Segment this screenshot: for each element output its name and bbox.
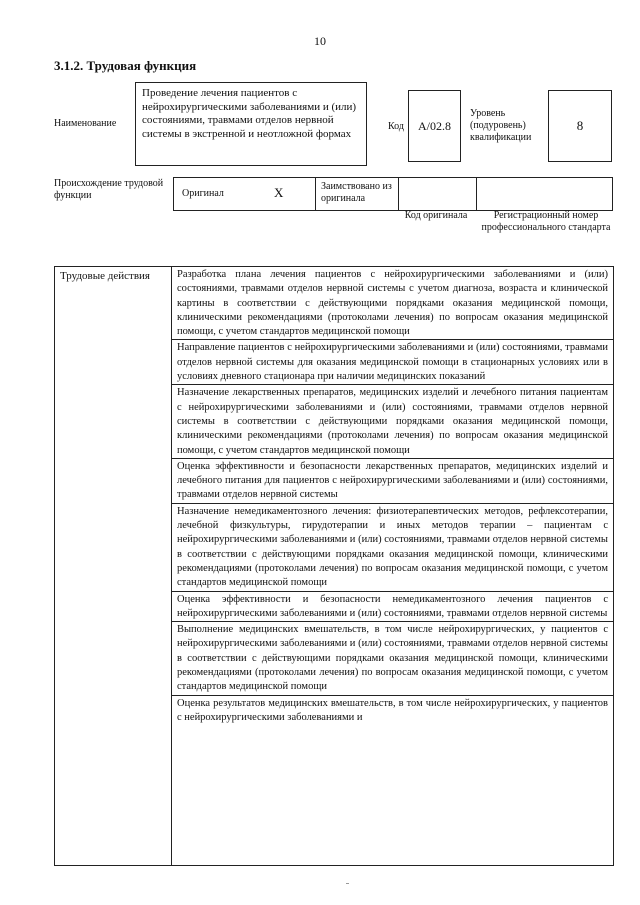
level-value: 8 [548,90,612,162]
table-row: Назначение лекарственных препаратов, медицинских изделий и лечебного питания пациентам с нейрохирургическими заболеваниями и (или) состояниями, травмами отделов нервной системы в соответствии с действующими порядками оказания медицинской помощи, клиническими рекомендациями (протоколами лечения) по вопросам оказания медицинской помощи, с учетом стандартов медицинской помощи [172,385,613,458]
table-row: Оценка эффективности и безопасности немедикаментозного лечения пациентов с нейрохирургическими заболеваниями и (или) состояниями, травмами отделов нервной системы [172,592,613,623]
labor-actions-table [54,266,614,866]
section-title: 3.1.2. Трудовая функция [54,58,197,73]
original-code-caption: Код оригинала [404,210,468,221]
code-label: Код [388,121,404,132]
origin-strip [173,177,613,211]
footer-mark [346,883,349,884]
code-value: А/02.8 [408,90,461,162]
origin-label: Происхождение трудовой функции [54,178,164,201]
labor-actions-list [172,267,613,725]
divider [315,178,316,210]
divider [398,178,399,210]
original-mark: X [274,185,284,200]
table-row: Направление пациентов с нейрохирургическими заболеваниями и (или) состояниями, травмами отделов нервной системы для оказания медицинской помощи в стационарных условиях или в условиях дневного стационара при наличии медицинских показаний [172,340,613,385]
labor-actions-label: Трудовые действия [55,267,172,865]
table-row: Выполнение медицинских вмешательств, в том числе нейрохирургических, у пациентов с нейрохирургическими заболеваниями и (или) состояниями, травмами отделов нервной системы в соответствии с действующими порядками оказания медицинской помощи, клиническими рекомендациями (протоколами лечения) по вопросам оказания медицинской помощи, с учетом стандартов медицинской помощи [172,622,613,695]
divider [476,178,477,210]
table-row: Оценка результатов медицинских вмешательств, в том числе нейрохирургических, у пациентов с нейрохирургическими заболеваниями и [177,697,608,723]
page-number: 10 [314,34,326,48]
table-row: Оценка эффективности и безопасности лекарственных препаратов, медицинских изделий и лечебного питания для пациентов с нейрохирургическими заболеваниями и (или) состояниями, травмами отделов нервной системы [172,459,613,504]
original-label: Оригинал [182,188,224,199]
reg-number-caption: Регистрационный номер профессионального стандарта [481,210,611,233]
table-row: Назначение немедикаментозного лечения: физиотерапевтических методов, рефлексотерапии, лечебной физкультуры, гирудотерапии и иных методов терапии – пациентам с нейрохирургическими заболеваниями и (или) состояниями, травмами отделов нервной системы в соответствии с действующими порядками оказания медицинской помощи, клиническими рекомендациями (протоколами лечения) по вопросам оказания медицинской помощи, с учетом стандартов медицинской помощи [172,504,613,592]
level-label: Уровень (подуровень) квалификации [470,108,532,143]
function-name: Проведение лечения пациентов с нейрохирургическими заболеваниями и (или) состояниями, травмами отделов нервной системы в экстренной и неотложной формах [135,82,367,166]
table-row: Разработка плана лечения пациентов с нейрохирургическими заболеваниями и (или) состояниями, травмами отделов нервной системы с учетом диагноза, возраста и клинической картины в соответствии с действующими порядками оказания медицинской помощи, клиническими рекомендациями (протоколами лечения) по вопросам оказания медицинской помощи, с учетом стандартов медицинской помощи [172,267,613,340]
name-label: Наименование [54,118,117,129]
borrowed-label: Заимствовано из оригинала [321,181,392,204]
